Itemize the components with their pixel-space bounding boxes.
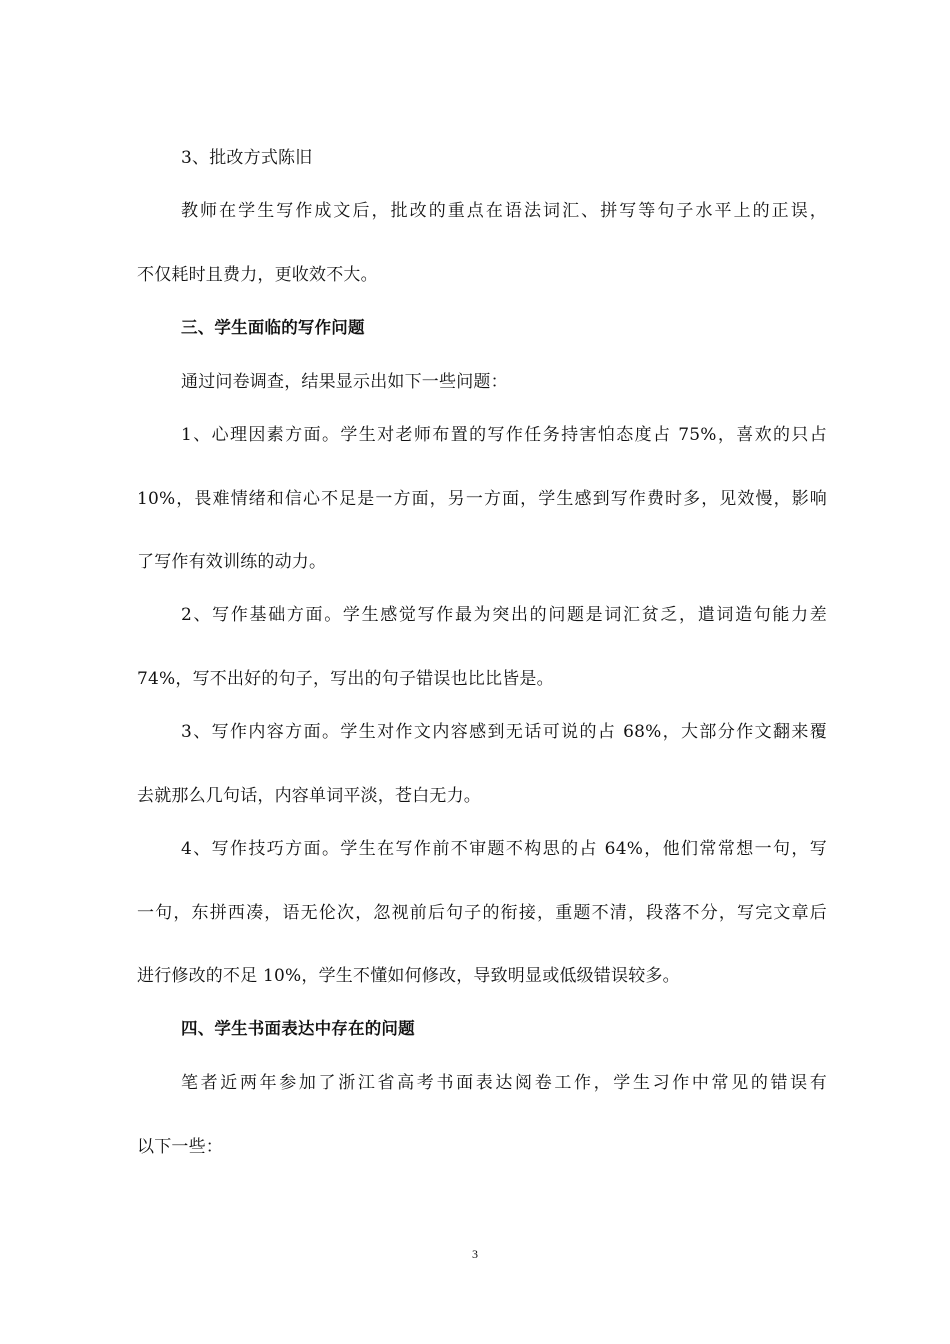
paragraph-line: 10%，畏难情绪和信心不足是一方面，另一方面，学生感到写作费时多，见效慢，影响 (137, 489, 827, 509)
paragraph-line: 4、写作技巧方面。学生在写作前不审题不构思的占 64%，他们常常想一句，写 (181, 839, 827, 859)
paragraph-line: 笔者近两年参加了浙江省高考书面表达阅卷工作，学生习作中常见的错误有 (181, 1073, 827, 1093)
paragraph-line: 74%，写不出好的句子，写出的句子错误也比比皆是。 (137, 669, 554, 689)
paragraph-line: 进行修改的不足 10%，学生不懂如何修改，导致明显或低级错误较多。 (137, 966, 680, 986)
paragraph-line: 教师在学生写作成文后，批改的重点在语法词汇、拼写等句子水平上的正误， (181, 201, 827, 221)
page-number: 3 (472, 1247, 478, 1261)
section-heading-writing-problems: 三、学生面临的写作问题 (181, 318, 365, 337)
subheading-grading-method: 3、批改方式陈旧 (181, 148, 313, 168)
paragraph-line: 去就那么几句话，内容单词平淡，苍白无力。 (137, 786, 481, 806)
paragraph-line: 通过问卷调查，结果显示出如下一些问题： (181, 372, 508, 392)
section-heading-expression-problems: 四、学生书面表达中存在的问题 (181, 1019, 415, 1038)
paragraph-line: 1、心理因素方面。学生对老师布置的写作任务持害怕态度占 75%，喜欢的只占 (181, 425, 827, 445)
paragraph-line: 了写作有效训练的动力。 (137, 552, 327, 572)
paragraph-line: 以下一些： (137, 1137, 223, 1157)
paragraph-line: 2、写作基础方面。学生感觉写作最为突出的问题是词汇贫乏，遣词造句能力差 (181, 605, 827, 625)
paragraph-line: 3、写作内容方面。学生对作文内容感到无话可说的占 68%，大部分作文翻来覆 (181, 722, 827, 742)
paragraph-line: 一句，东拼西凑，语无伦次，忽视前后句子的衔接，重题不清，段落不分，写完文章后 (137, 903, 827, 923)
paragraph-line: 不仅耗时且费力，更收效不大。 (137, 265, 378, 285)
